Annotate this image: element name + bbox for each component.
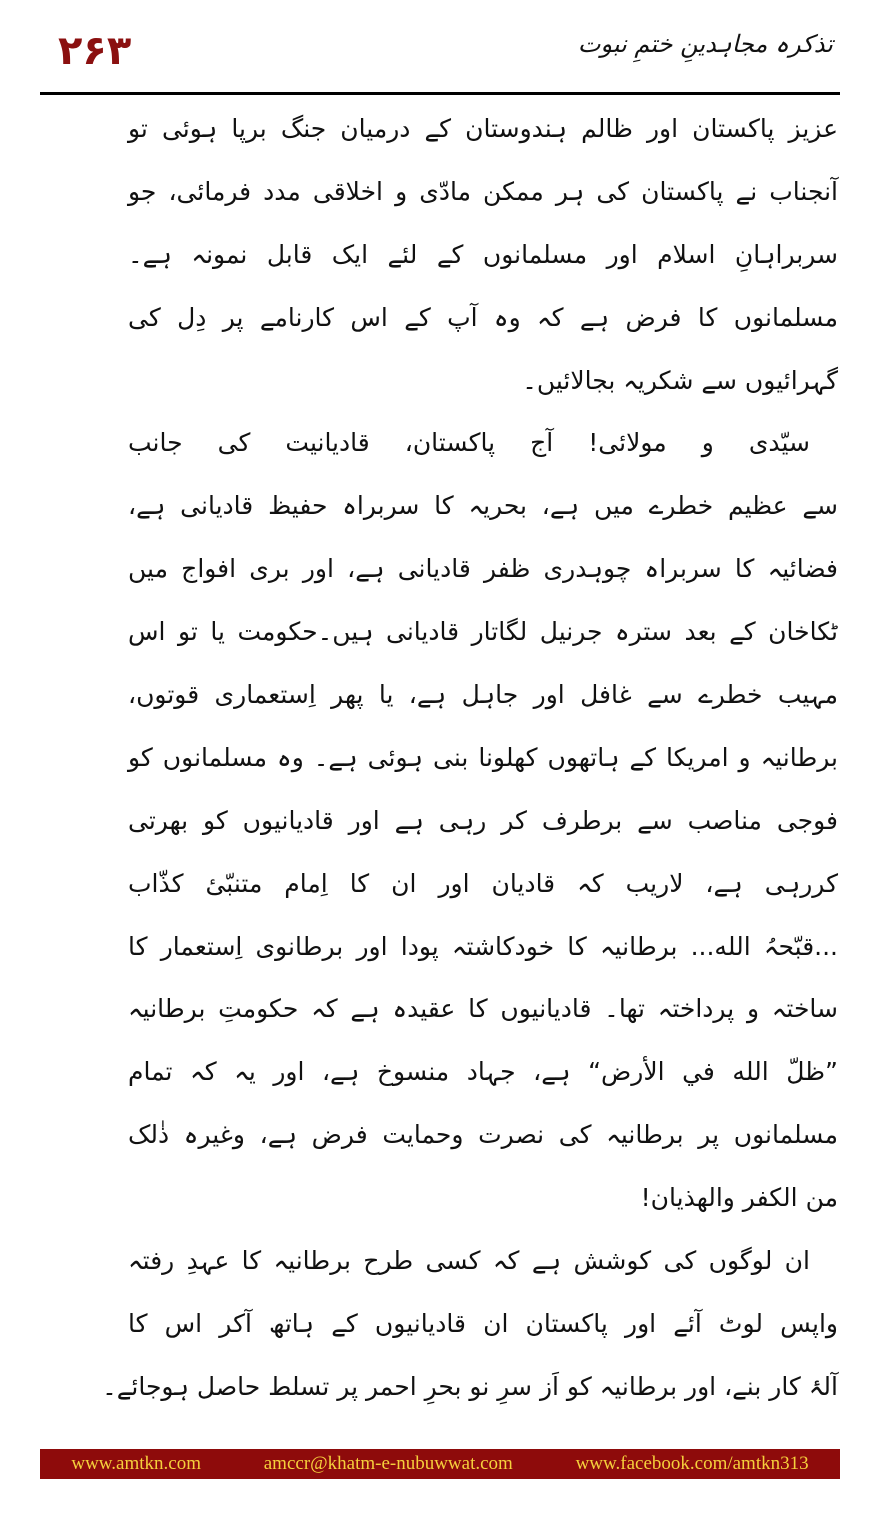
text-line: فوجی مناصب سے برطرف کر رہی ہے اور قادیانیوں کو بھرتی — [128, 805, 838, 835]
website-link[interactable]: www.amtkn.com — [71, 1453, 201, 1474]
text-line: سے عظیم خطرے میں ہے، بحریہ کا سربراہ حفیظ قادیانی ہے، — [128, 491, 838, 521]
page-number: ۲۶۳ — [58, 28, 132, 74]
text-line: من الکفر والھذیان! — [640, 1183, 838, 1213]
text-line: مسلمانوں پر برطانیہ کی نصرت وحمایت فرض ہے، وغیرہ ذٰلک — [128, 1120, 838, 1150]
text-line: مسلمانوں کا فرض ہے کہ وہ آپ کے اس کارنامے پر دِل کی — [128, 302, 838, 332]
text-line: کررہی ہے، لاریب کہ قادیان اور ان کا اِمام متنبّیٔ کذّاب — [128, 868, 838, 898]
text-line: ساختہ و پرداختہ تھا۔ قادیانیوں کا عقیدہ ہے کہ حکومتِ برطانیہ — [128, 994, 838, 1024]
text-line: برطانیہ و امریکا کے ہاتھوں کھلونا بنی ہوئی ہے۔ وہ مسلمانوں کو — [128, 742, 838, 772]
text-line: واپس لوٹ آئے اور پاکستان ان قادیانیوں کے ہاتھ آکر اس کا — [128, 1308, 838, 1338]
text-line: عزیز پاکستان اور ظالم ہندوستان کے درمیان جنگ برپا ہوئی تو — [128, 114, 838, 143]
text-line: ان لوگوں کی کوشش ہے کہ کسی طرح برطانیہ کا عہدِ رفتہ — [128, 1246, 810, 1276]
facebook-link[interactable]: www.facebook.com/amtkn313 — [575, 1453, 809, 1474]
text-line: ...قبّحہُ الله... برطانیہ کا خودکاشتہ پودا اور برطانوی اِستعمار کا — [128, 931, 838, 961]
header-divider — [40, 92, 840, 95]
text-line: آنجناب نے پاکستان کی ہر ممکن مادّی و اخلاقی مدد فرمائی، جو — [128, 176, 838, 206]
text-line: فضائیہ کا سربراہ چوہدری ظفر قادیانی ہے، اور بری افواج میں — [128, 554, 838, 584]
text-line: مہیب خطرے سے غافل اور جاہل ہے، یا پھر اِستعماری قوتوں، — [128, 680, 838, 710]
text-line: ”ظلّ الله في الأرض“ ہے، جہاد منسوخ ہے، اور یہ کہ تمام — [128, 1057, 838, 1087]
book-title-logo: تذکرہ مجاہدینِ ختمِ نبوت — [577, 30, 833, 58]
text-line: آلۂ کار بنے، اور برطانیہ کو اَز سرِ نو بحرِ احمر پر تسلط حاصل ہوجائے۔ — [102, 1371, 838, 1401]
email-link[interactable]: amccr@khatm-e-nubuwwat.com — [263, 1453, 513, 1474]
text-line: سیّدی و مولائی! آج پاکستان، قادیانیت کی جانب — [128, 428, 810, 458]
page-body — [102, 104, 838, 1425]
footer-bar — [40, 1449, 840, 1479]
text-line: ٹکاخان کے بعد سترہ جرنیل لگاتار قادیانی ہیں۔حکومت یا تو اس — [128, 617, 838, 647]
text-line: سربراہانِ اسلام اور مسلمانوں کے لئے ایک قابل نمونہ ہے۔ — [128, 239, 838, 269]
text-line: گہرائیوں سے شکریہ بجالائیں۔ — [522, 365, 838, 395]
